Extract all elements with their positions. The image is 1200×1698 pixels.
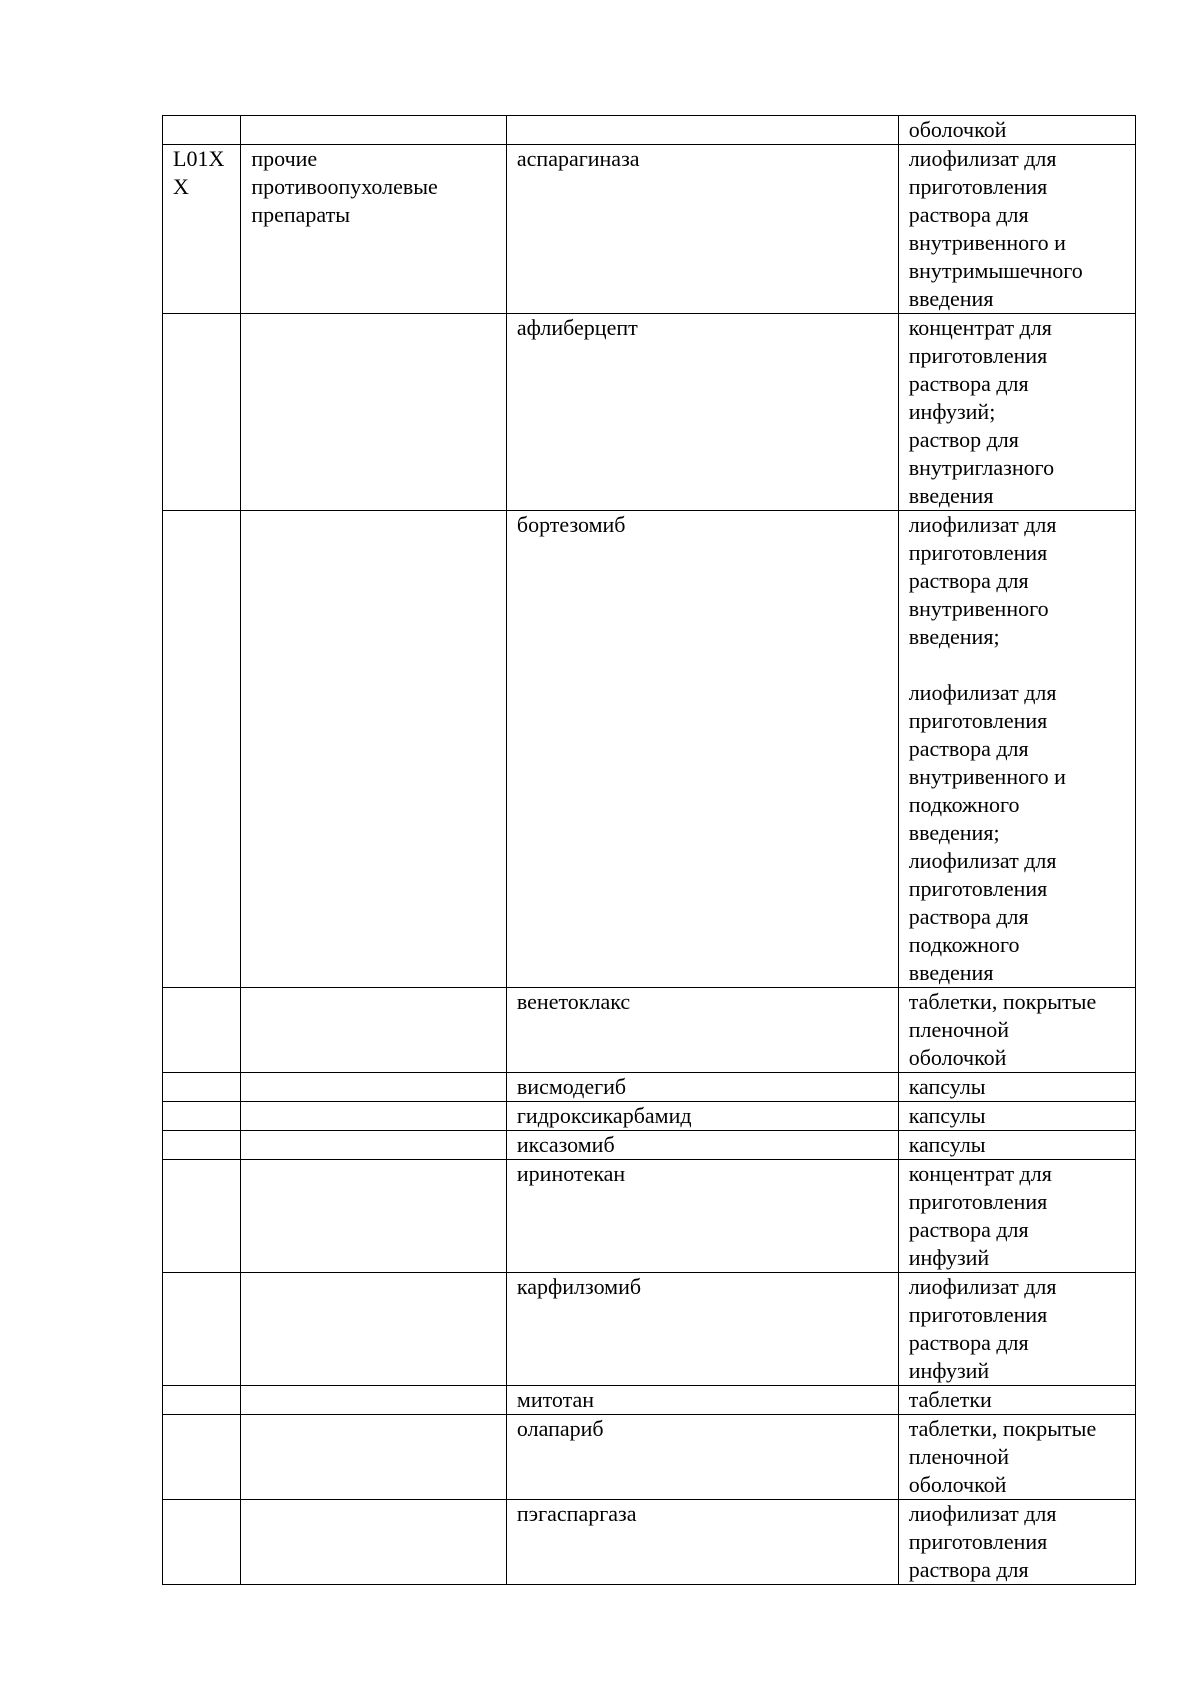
atc-code-cell xyxy=(163,1500,241,1585)
atc-code-cell xyxy=(163,1073,241,1102)
dosage-form-cell: оболочкой xyxy=(898,116,1135,145)
drug-name-cell: иксазомиб xyxy=(506,1131,898,1160)
drug-name-cell: венетоклакс xyxy=(506,988,898,1073)
dosage-form-cell: таблетки, покрытые пленочной оболочкой xyxy=(898,988,1135,1073)
group-cell xyxy=(241,511,507,988)
atc-code-cell xyxy=(163,1415,241,1500)
table-row xyxy=(163,116,1136,145)
drug-name-cell: пэгаспаргаза xyxy=(506,1500,898,1585)
group-cell xyxy=(241,1500,507,1585)
drug-name-cell: олапариб xyxy=(506,1415,898,1500)
table-row xyxy=(163,145,1136,314)
drug-name-cell xyxy=(506,116,898,145)
group-cell xyxy=(241,988,507,1073)
group-cell xyxy=(241,314,507,511)
group-cell xyxy=(241,1102,507,1131)
table-row xyxy=(163,1073,1136,1102)
atc-code-cell: L01X X xyxy=(163,145,241,314)
group-cell xyxy=(241,1131,507,1160)
atc-code-cell xyxy=(163,1273,241,1386)
table-row xyxy=(163,314,1136,511)
dosage-form-cell: таблетки, покрытые пленочной оболочкой xyxy=(898,1415,1135,1500)
group-cell xyxy=(241,1386,507,1415)
group-cell xyxy=(241,1160,507,1273)
table-row xyxy=(163,1500,1136,1585)
drug-name-cell: афлиберцепт xyxy=(506,314,898,511)
dosage-form-cell: таблетки xyxy=(898,1386,1135,1415)
table-row xyxy=(163,511,1136,988)
drug-table xyxy=(162,115,1136,1585)
group-cell xyxy=(241,1073,507,1102)
dosage-form-cell: концентрат для приготовления раствора для инфузий; раствор для внутриглазного введения xyxy=(898,314,1135,511)
drug-name-cell: карфилзомиб xyxy=(506,1273,898,1386)
atc-code-cell xyxy=(163,511,241,988)
atc-code-cell xyxy=(163,1102,241,1131)
table-row xyxy=(163,1131,1136,1160)
dosage-form-cell: капсулы xyxy=(898,1102,1135,1131)
group-cell xyxy=(241,1273,507,1386)
dosage-form-cell: лиофилизат для приготовления раствора для xyxy=(898,1500,1135,1585)
atc-code-cell xyxy=(163,1386,241,1415)
table-row xyxy=(163,988,1136,1073)
drug-table-body xyxy=(163,116,1136,1585)
atc-code-cell xyxy=(163,314,241,511)
dosage-form-cell: лиофилизат для приготовления раствора для внутривенного и внутримышечного введения xyxy=(898,145,1135,314)
atc-code-cell xyxy=(163,1131,241,1160)
drug-name-cell: митотан xyxy=(506,1386,898,1415)
drug-name-cell: аспарагиназа xyxy=(506,145,898,314)
drug-name-cell: иринотекан xyxy=(506,1160,898,1273)
table-row xyxy=(163,1102,1136,1131)
atc-code-cell xyxy=(163,988,241,1073)
table-row xyxy=(163,1415,1136,1500)
dosage-form-cell: лиофилизат для приготовления раствора для внутривенного введения; лиофилизат для приготовления раствора для внутривенного и подкожного введения; лиофилизат для приготовления раствора для подкожного введения xyxy=(898,511,1135,988)
dosage-form-cell: капсулы xyxy=(898,1073,1135,1102)
table-row xyxy=(163,1273,1136,1386)
group-cell xyxy=(241,116,507,145)
dosage-form-cell: лиофилизат для приготовления раствора для инфузий xyxy=(898,1273,1135,1386)
atc-code-cell xyxy=(163,116,241,145)
dosage-form-cell: концентрат для приготовления раствора для инфузий xyxy=(898,1160,1135,1273)
drug-name-cell: висмодегиб xyxy=(506,1073,898,1102)
dosage-form-cell: капсулы xyxy=(898,1131,1135,1160)
drug-name-cell: бортезомиб xyxy=(506,511,898,988)
group-cell xyxy=(241,1415,507,1500)
table-row xyxy=(163,1160,1136,1273)
group-cell: прочие противоопухолевые препараты xyxy=(241,145,507,314)
drug-name-cell: гидроксикарбамид xyxy=(506,1102,898,1131)
table-row xyxy=(163,1386,1136,1415)
atc-code-cell xyxy=(163,1160,241,1273)
